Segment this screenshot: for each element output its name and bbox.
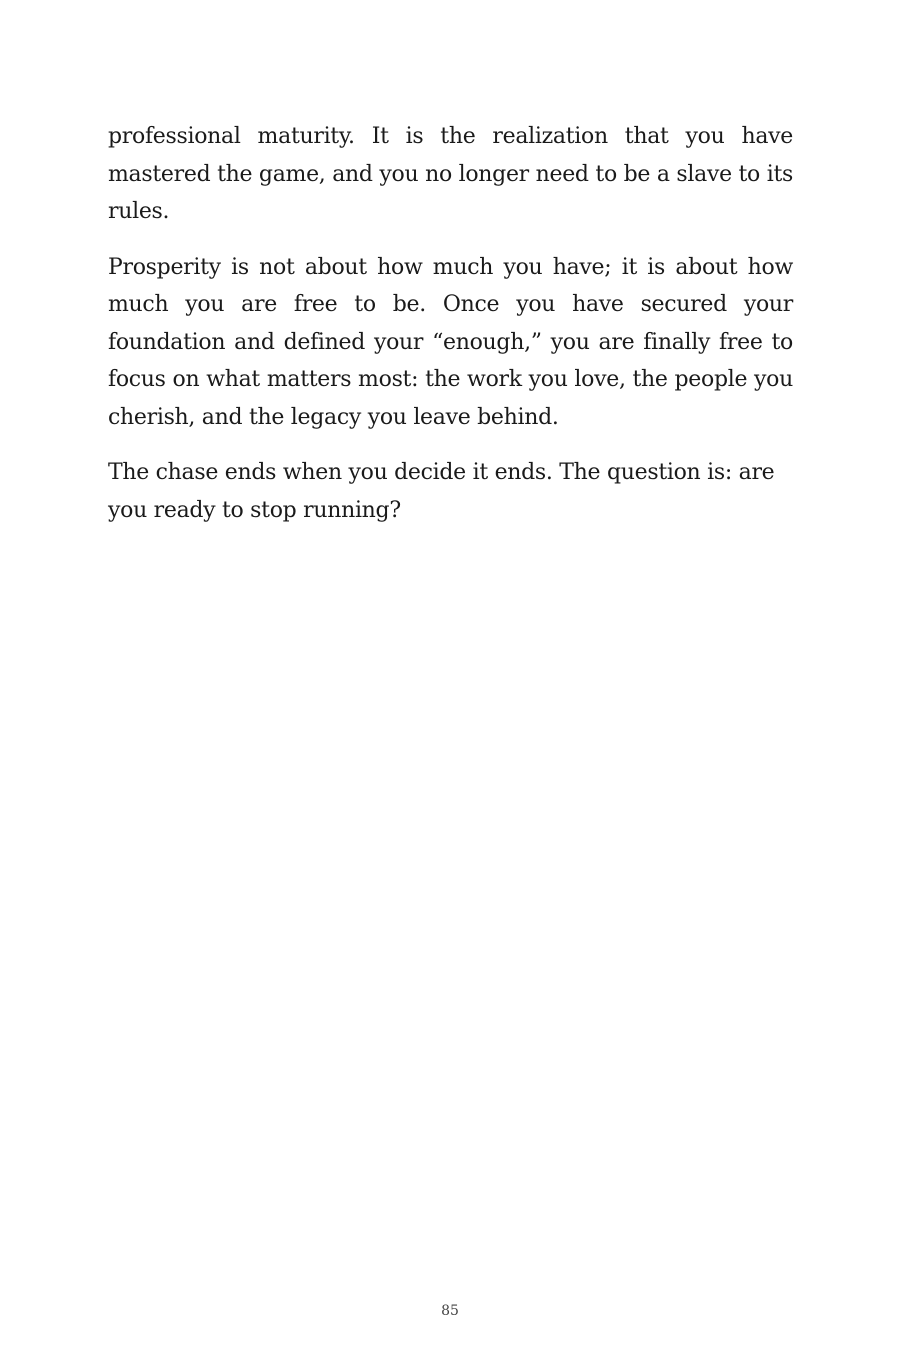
page-number: 85 — [441, 1303, 459, 1319]
body-text — [108, 118, 793, 547]
paragraph-3: The chase ends when you decide it ends. The question is: are you ready to stop running? — [108, 460, 775, 523]
paragraph-1: professional maturity. It is the realization that you have mastered the game, and you no longer need to be a slave to its rules. — [108, 124, 793, 224]
paragraph-2: Prosperity is not about how much you have; it is about how much you are free to be. Once you have secured your foundation and defined your “enough,” you are finally free to focus on what matters most: the work you love, the people you cherish, and the legacy you leave behind. — [108, 254, 793, 430]
